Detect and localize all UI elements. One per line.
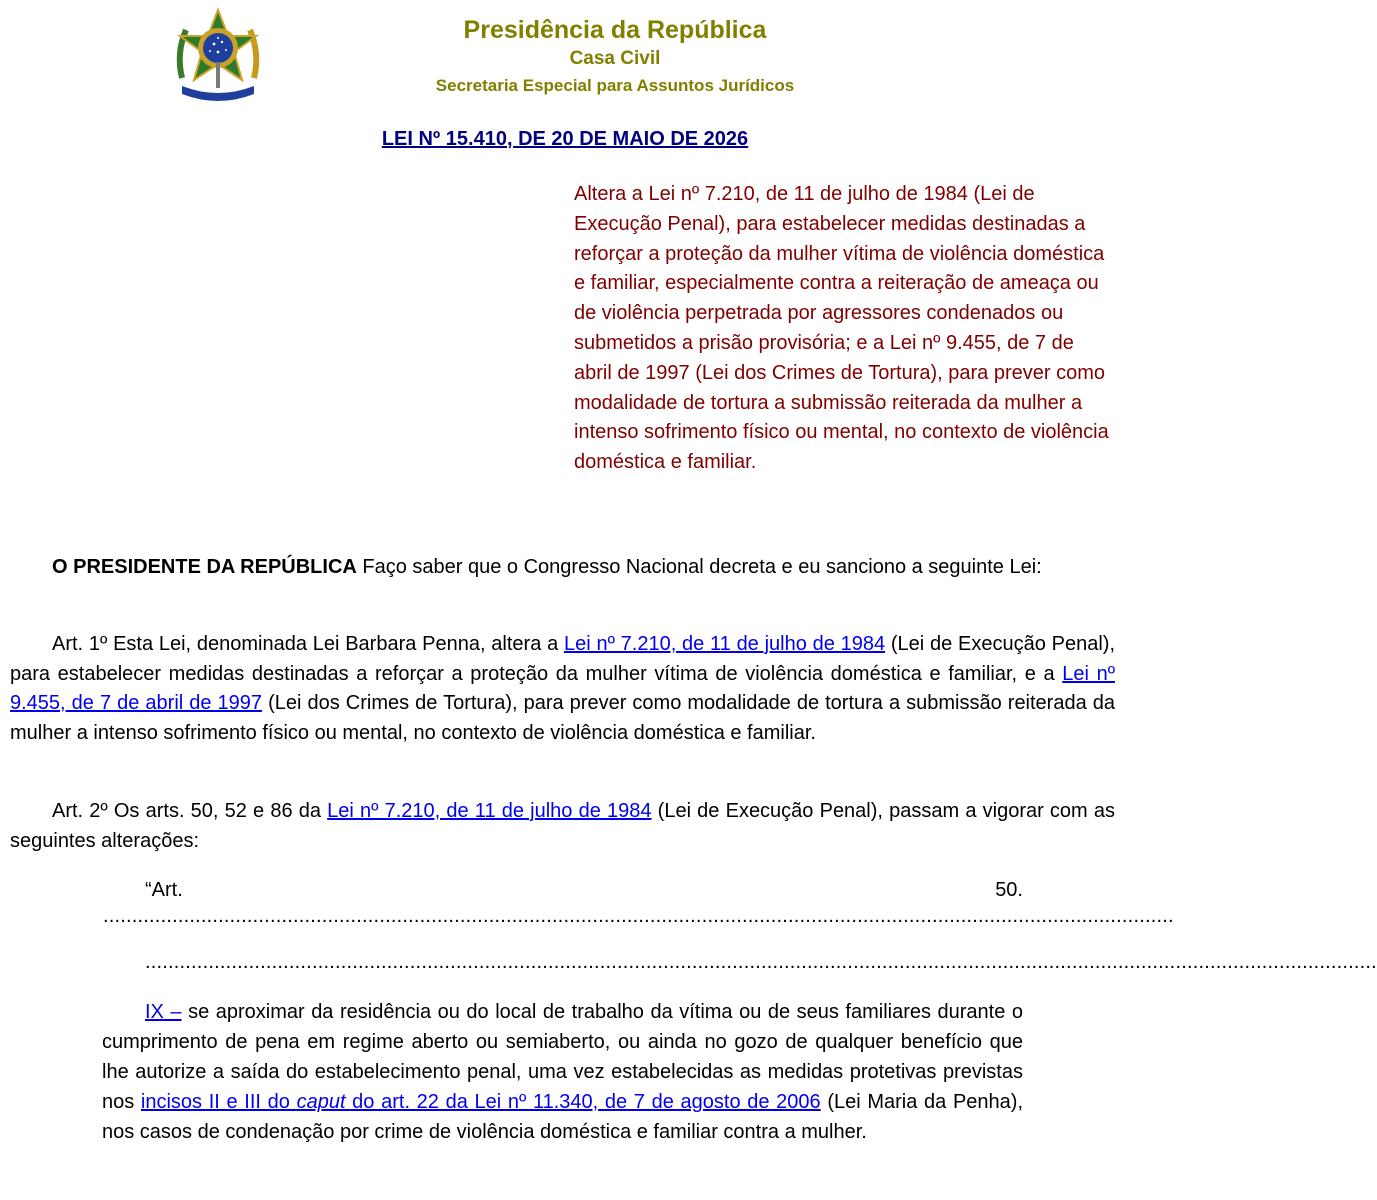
preamble-text: Faço saber que o Congresso Nacional decreta e eu sanciono a seguinte Lei:: [356, 556, 1042, 578]
omission-dots-1: ..........................................................................................................................................................................................: [103, 905, 1174, 927]
inciso-text-2: (Lei Maria da Penha), nos casos de condenação por crime de violência doméstica e familiar contra a mulher.: [102, 1091, 1023, 1143]
art1-text-2: (Lei de Execução Penal), para estabelecer medidas destinadas a reforçar a proteção da mulher vítima de violência doméstica e familiar, e a: [10, 633, 1116, 685]
quoted-article-50: [145, 876, 1023, 905]
header-org: Presidência da República: [463, 16, 767, 44]
link-lei-11340-part-c: do art. 22 da Lei nº 11.340, de 7 de agosto de 2006: [345, 1091, 821, 1113]
link-lei-7210[interactable]: Lei nº 7.210, de 11 de julho de 1984: [563, 633, 886, 655]
law-ementa: Altera a Lei nº 7.210, de 11 de julho de 1984 (Lei de Execução Penal), para estabelecer medidas destinadas a reforçar a proteção da mulher vítima de violência doméstica e familiar, especialmente contra a reiteração de ameaça ou de violência perpetrada por agressores condenados ou submetidos a prisão provisória; e a Lei nº 9.455, de 7 de abril de 1997 (Lei dos Crimes de Tortura), para prever como modalidade de tortura a submissão reiterada da mulher a intenso sofrimento físico ou mental, no contexto de violência doméstica e familiar.: [574, 183, 1109, 474]
link-lei-11340-part-a: incisos II e III do: [140, 1091, 297, 1113]
brasao-da-republica-icon: [172, 8, 264, 104]
omission-dots-2: ......................................................................................................................................................................................................................: [145, 951, 1377, 973]
inciso-ix-paragraph: [102, 997, 1023, 1147]
link-lei-7210-art2[interactable]: Lei nº 7.210, de 11 de julho de 1984: [327, 800, 652, 822]
law-title: [0, 128, 1130, 151]
link-lei-11340[interactable]: [141, 1091, 821, 1113]
page-header: [0, 0, 1189, 110]
link-inciso-ix[interactable]: IX –: [145, 1001, 182, 1023]
art2-text-2: (Lei de Execução Penal), passam a vigorar com as seguintes alterações:: [10, 800, 1115, 852]
header-secretariat: Secretaria Especial para Assuntos Jurídicos: [435, 76, 795, 95]
art1-text-3: (Lei dos Crimes de Tortura), para prever como modalidade de tortura a submissão reiterada da mulher a intenso sofrimento físico ou mental, no contexto de violência doméstica e familiar.: [10, 692, 1116, 744]
quoted-article-number: 50.: [995, 879, 1023, 901]
link-lei-9455[interactable]: Lei nº 9.455, de 7 de abril de 1997: [10, 662, 1115, 714]
article-1-paragraph: [10, 630, 1115, 748]
link-lei-11340-caput: caput: [296, 1091, 346, 1113]
preamble-bold: O PRESIDENTE DA REPÚBLICA: [52, 556, 357, 578]
article-2-paragraph: [10, 797, 1115, 856]
preamble-paragraph: [10, 553, 1115, 583]
art2-text-1: Art. 2º Os arts. 50, 52 e 86 da: [52, 800, 328, 822]
art1-text-1: Art. 1º Esta Lei, denominada Lei Barbara Penna, altera a: [52, 633, 564, 655]
header-dept: Casa Civil: [569, 48, 661, 69]
quoted-article-label: “Art.: [145, 879, 183, 901]
law-title-link[interactable]: LEI Nº 15.410, DE 20 DE MAIO DE 2026: [381, 128, 749, 150]
inciso-text-1: se aproximar da residência ou do local de trabalho da vítima ou de seus familiares durante o cumprimento de pena em regime aberto ou semiaberto, ou ainda no gozo de qualquer benefício que lhe autorize a saída do estabelecimento penal, uma vez estabelecidas as medidas protetivas previstas nos: [102, 1001, 1024, 1113]
